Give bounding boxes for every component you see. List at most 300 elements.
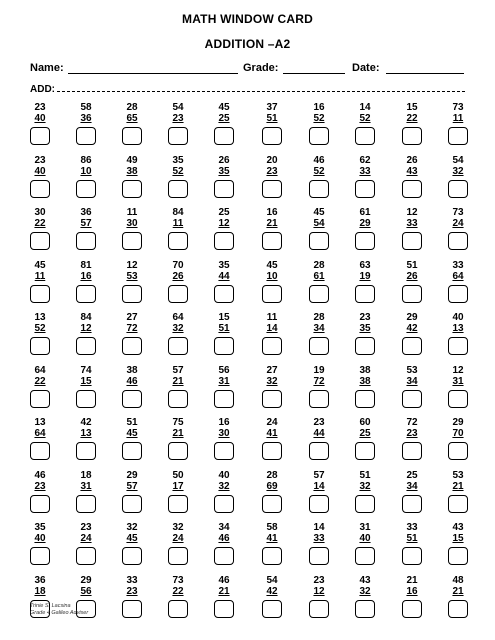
- addend-top: 54: [266, 574, 278, 586]
- addition-problem: [114, 365, 150, 408]
- answer-box[interactable]: [262, 180, 282, 198]
- addend-bottom: 57: [126, 480, 138, 492]
- addend-bottom: 44: [313, 428, 325, 439]
- addend-top: 23: [313, 574, 325, 586]
- addend-bottom: 45: [126, 533, 138, 544]
- addend-bottom: 23: [406, 428, 418, 439]
- addend-bottom: 19: [359, 270, 371, 282]
- addition-problem: [68, 312, 104, 355]
- addition-problem: [254, 470, 290, 513]
- addition-problem: [347, 155, 383, 198]
- addition-problem: [206, 312, 242, 355]
- addition-problem: [160, 260, 196, 303]
- answer-box[interactable]: [168, 600, 188, 618]
- addend-bottom: 32: [218, 480, 230, 492]
- addition-problem: [22, 260, 58, 303]
- addition-problem: [114, 417, 150, 460]
- author-name: Trinie S. Lacsina: [30, 603, 71, 609]
- answer-box[interactable]: [262, 442, 282, 460]
- addend-bottom: 23: [266, 165, 278, 177]
- addend-top: 32: [172, 522, 184, 533]
- addend-top: 64: [172, 312, 184, 323]
- addend-bottom: 24: [172, 533, 184, 544]
- addition-problem: [68, 522, 104, 565]
- addend-top: 29: [80, 574, 92, 586]
- addend-top: 25: [406, 469, 418, 481]
- addend-top: 15: [406, 102, 418, 113]
- addend-top: 74: [80, 364, 92, 376]
- answer-box[interactable]: [168, 337, 188, 355]
- addend-bottom: 52: [313, 113, 325, 124]
- addend-top: 14: [359, 102, 371, 113]
- addend-bottom: 32: [359, 585, 371, 597]
- addend-bottom: 11: [172, 218, 184, 229]
- addition-problem: [301, 260, 337, 303]
- addition-problem: [254, 260, 290, 303]
- addend-top: 56: [218, 364, 230, 376]
- addend-bottom: 32: [266, 375, 278, 387]
- answer-box[interactable]: [30, 232, 50, 250]
- addend-bottom: 31: [452, 375, 464, 387]
- addition-problem: [206, 470, 242, 513]
- addend-top: 28: [313, 259, 325, 271]
- addition-problem: [160, 312, 196, 355]
- addend-top: 29: [126, 469, 138, 481]
- answer-box[interactable]: [402, 495, 422, 513]
- addition-problem: [254, 522, 290, 565]
- addition-problem: [347, 207, 383, 250]
- addend-top: 53: [452, 469, 464, 481]
- answer-box[interactable]: [122, 600, 142, 618]
- addition-problem: [347, 522, 383, 565]
- addend-top: 20: [266, 154, 278, 166]
- answer-box[interactable]: [76, 127, 96, 145]
- addition-problem: [301, 470, 337, 513]
- answer-box[interactable]: [402, 285, 422, 303]
- answer-box[interactable]: [355, 600, 375, 618]
- addend-bottom: 13: [452, 323, 464, 334]
- answer-box[interactable]: [76, 495, 96, 513]
- addend-bottom: 34: [406, 480, 418, 492]
- author-role: Grade 4 Galileo Adviser: [30, 610, 89, 616]
- addend-top: 28: [313, 312, 325, 323]
- addition-problem: [68, 470, 104, 513]
- addend-top: 40: [452, 312, 464, 323]
- answer-box[interactable]: [30, 390, 50, 408]
- answer-box[interactable]: [214, 390, 234, 408]
- addend-top: 46: [218, 574, 230, 586]
- addition-problem: [22, 207, 58, 250]
- answer-box[interactable]: [262, 495, 282, 513]
- answer-box[interactable]: [76, 285, 96, 303]
- addend-bottom: 16: [406, 585, 418, 597]
- answer-box[interactable]: [30, 285, 50, 303]
- answer-box[interactable]: [355, 390, 375, 408]
- addend-top: 58: [80, 102, 92, 113]
- problem-grid: [30, 102, 470, 627]
- answer-box[interactable]: [168, 232, 188, 250]
- addend-bottom: 35: [218, 165, 230, 177]
- addend-bottom: 21: [172, 375, 184, 387]
- addend-top: 21: [406, 574, 418, 586]
- answer-box[interactable]: [168, 285, 188, 303]
- addend-bottom: 23: [172, 113, 184, 124]
- addition-problem: [347, 102, 383, 145]
- addend-bottom: 65: [126, 113, 138, 124]
- addition-problem: [160, 102, 196, 145]
- answer-box[interactable]: [402, 127, 422, 145]
- answer-box[interactable]: [355, 442, 375, 460]
- answer-box[interactable]: [309, 442, 329, 460]
- answer-box[interactable]: [309, 495, 329, 513]
- addend-bottom: 10: [266, 270, 278, 282]
- answer-box[interactable]: [76, 232, 96, 250]
- addend-top: 86: [80, 154, 92, 166]
- addition-problem: [22, 470, 58, 513]
- answer-box[interactable]: [122, 127, 142, 145]
- answer-box[interactable]: [309, 232, 329, 250]
- addend-top: 29: [406, 312, 418, 323]
- answer-box[interactable]: [262, 127, 282, 145]
- answer-box[interactable]: [262, 600, 282, 618]
- answer-box[interactable]: [448, 285, 468, 303]
- addend-bottom: 22: [34, 375, 46, 387]
- addend-bottom: 52: [313, 165, 325, 177]
- addend-top: 51: [406, 259, 418, 271]
- addend-top: 70: [172, 259, 184, 271]
- answer-box[interactable]: [214, 232, 234, 250]
- addend-top: 18: [80, 469, 92, 481]
- addend-bottom: 45: [126, 428, 138, 439]
- addend-top: 84: [172, 207, 184, 218]
- answer-box[interactable]: [402, 337, 422, 355]
- addition-problem: [394, 207, 430, 250]
- addition-problem: [254, 207, 290, 250]
- addition-problem: [160, 522, 196, 565]
- answer-box[interactable]: [355, 127, 375, 145]
- addend-bottom: 25: [218, 113, 230, 124]
- date-label: Date:: [352, 62, 380, 74]
- addition-problem: [394, 522, 430, 565]
- addend-bottom: 23: [126, 585, 138, 597]
- answer-box[interactable]: [214, 600, 234, 618]
- addend-bottom: 31: [218, 375, 230, 387]
- addition-problem: [440, 365, 476, 408]
- answer-box[interactable]: [122, 180, 142, 198]
- addend-bottom: 41: [266, 428, 278, 439]
- addend-top: 45: [218, 102, 230, 113]
- addition-problem: [254, 155, 290, 198]
- answer-box[interactable]: [448, 495, 468, 513]
- answer-box[interactable]: [30, 180, 50, 198]
- addend-bottom: 14: [313, 480, 325, 492]
- addend-top: 37: [266, 102, 278, 113]
- addend-bottom: 22: [172, 585, 184, 597]
- date-line[interactable]: [386, 73, 464, 74]
- addend-bottom: 34: [406, 375, 418, 387]
- addend-bottom: 41: [266, 533, 278, 544]
- answer-box[interactable]: [76, 390, 96, 408]
- answer-box[interactable]: [30, 127, 50, 145]
- addition-problem: [68, 102, 104, 145]
- addend-bottom: 64: [34, 428, 46, 439]
- addition-problem: [114, 312, 150, 355]
- answer-box[interactable]: [168, 547, 188, 565]
- addend-top: 46: [34, 469, 46, 481]
- name-label: Name:: [30, 62, 64, 74]
- addend-top: 16: [218, 417, 230, 428]
- addition-problem: [301, 522, 337, 565]
- answer-box[interactable]: [402, 232, 422, 250]
- answer-box[interactable]: [448, 180, 468, 198]
- addition-problem: [394, 470, 430, 513]
- addend-top: 27: [126, 312, 138, 323]
- addend-bottom: 22: [406, 113, 418, 124]
- addition-problem: [22, 155, 58, 198]
- answer-box[interactable]: [262, 285, 282, 303]
- student-info-fields: [30, 62, 470, 78]
- answer-box[interactable]: [309, 337, 329, 355]
- addend-top: 24: [266, 417, 278, 428]
- problem-row: [30, 207, 470, 260]
- addend-top: 40: [218, 469, 230, 481]
- addition-problem: [440, 155, 476, 198]
- addend-bottom: 53: [126, 270, 138, 282]
- answer-box[interactable]: [122, 442, 142, 460]
- addend-top: 43: [359, 574, 371, 586]
- answer-box[interactable]: [402, 390, 422, 408]
- answer-box[interactable]: [402, 600, 422, 618]
- addend-bottom: 21: [172, 428, 184, 439]
- addend-top: 75: [172, 417, 184, 428]
- answer-box[interactable]: [122, 547, 142, 565]
- addition-problem: [254, 365, 290, 408]
- answer-box[interactable]: [262, 232, 282, 250]
- answer-box[interactable]: [122, 285, 142, 303]
- addition-problem: [440, 470, 476, 513]
- answer-box[interactable]: [76, 442, 96, 460]
- addend-top: 23: [313, 417, 325, 428]
- addend-bottom: 21: [452, 585, 464, 597]
- addend-bottom: 38: [359, 375, 371, 387]
- addend-bottom: 10: [80, 165, 92, 177]
- addend-top: 36: [80, 207, 92, 218]
- problem-row: [30, 365, 470, 418]
- addend-bottom: 64: [452, 270, 464, 282]
- addition-problem: [68, 365, 104, 408]
- answer-box[interactable]: [262, 547, 282, 565]
- addend-top: 48: [452, 574, 464, 586]
- problem-row: [30, 522, 470, 575]
- answer-box[interactable]: [355, 547, 375, 565]
- addend-top: 73: [172, 574, 184, 586]
- answer-box[interactable]: [262, 390, 282, 408]
- answer-box[interactable]: [448, 337, 468, 355]
- answer-box[interactable]: [214, 442, 234, 460]
- addition-problem: [206, 155, 242, 198]
- answer-box[interactable]: [168, 180, 188, 198]
- answer-box[interactable]: [122, 495, 142, 513]
- addition-problem: [114, 575, 150, 618]
- answer-box[interactable]: [122, 232, 142, 250]
- answer-box[interactable]: [76, 180, 96, 198]
- answer-box[interactable]: [214, 127, 234, 145]
- addend-bottom: 56: [80, 585, 92, 597]
- answer-box[interactable]: [30, 337, 50, 355]
- answer-box[interactable]: [30, 547, 50, 565]
- addition-problem: [206, 522, 242, 565]
- addend-bottom: 24: [452, 218, 464, 229]
- answer-box[interactable]: [76, 547, 96, 565]
- addend-top: 57: [172, 364, 184, 376]
- answer-box[interactable]: [168, 495, 188, 513]
- answer-box[interactable]: [355, 180, 375, 198]
- addend-bottom: 46: [218, 533, 230, 544]
- answer-box[interactable]: [214, 337, 234, 355]
- card-subtitle: ADDITION –A2: [204, 37, 291, 51]
- addend-top: 45: [34, 259, 46, 271]
- addend-top: 12: [406, 207, 418, 218]
- addend-bottom: 31: [80, 480, 92, 492]
- addend-top: 35: [34, 522, 46, 533]
- addend-top: 58: [266, 522, 278, 533]
- answer-box[interactable]: [448, 127, 468, 145]
- addend-bottom: 51: [406, 533, 418, 544]
- answer-box[interactable]: [448, 390, 468, 408]
- addition-problem: [394, 365, 430, 408]
- answer-box[interactable]: [168, 127, 188, 145]
- answer-box[interactable]: [122, 390, 142, 408]
- addition-problem: [394, 312, 430, 355]
- answer-box[interactable]: [355, 285, 375, 303]
- addition-problem: [22, 102, 58, 145]
- answer-box[interactable]: [448, 600, 468, 618]
- addend-top: 16: [266, 207, 278, 218]
- answer-box[interactable]: [309, 127, 329, 145]
- answer-box[interactable]: [355, 337, 375, 355]
- addition-problem: [22, 365, 58, 408]
- addend-bottom: 61: [313, 270, 325, 282]
- addend-top: 54: [172, 102, 184, 113]
- addend-bottom: 29: [359, 218, 371, 229]
- addend-top: 25: [218, 207, 230, 218]
- answer-box[interactable]: [448, 547, 468, 565]
- add-label: ADD:: [30, 84, 55, 95]
- addition-problem: [206, 260, 242, 303]
- addition-problem: [114, 260, 150, 303]
- answer-box[interactable]: [214, 180, 234, 198]
- addend-bottom: 12: [218, 218, 230, 229]
- answer-box[interactable]: [309, 285, 329, 303]
- answer-box[interactable]: [214, 495, 234, 513]
- addend-top: 13: [34, 312, 46, 323]
- addend-bottom: 51: [218, 323, 230, 334]
- addition-problem: [440, 102, 476, 145]
- answer-box[interactable]: [309, 547, 329, 565]
- answer-box[interactable]: [262, 337, 282, 355]
- addend-top: 14: [313, 522, 325, 533]
- answer-box[interactable]: [448, 232, 468, 250]
- answer-box[interactable]: [30, 442, 50, 460]
- addend-bottom: 40: [34, 113, 46, 124]
- answer-box[interactable]: [355, 232, 375, 250]
- answer-box[interactable]: [214, 285, 234, 303]
- addend-top: 23: [80, 522, 92, 533]
- answer-box[interactable]: [309, 600, 329, 618]
- addition-problem: [440, 207, 476, 250]
- addition-problem: [347, 260, 383, 303]
- answer-box[interactable]: [122, 337, 142, 355]
- addend-bottom: 33: [313, 533, 325, 544]
- addend-top: 38: [126, 364, 138, 376]
- addend-bottom: 17: [172, 480, 184, 492]
- addend-bottom: 44: [218, 270, 230, 282]
- addition-problem: [160, 365, 196, 408]
- answer-box[interactable]: [309, 390, 329, 408]
- addition-problem: [254, 575, 290, 618]
- addend-top: 46: [313, 154, 325, 166]
- addend-bottom: 18: [34, 585, 46, 597]
- answer-box[interactable]: [402, 180, 422, 198]
- answer-box[interactable]: [355, 495, 375, 513]
- problem-row: [30, 155, 470, 208]
- addend-top: 36: [34, 574, 46, 586]
- addend-top: 42: [80, 417, 92, 428]
- answer-box[interactable]: [402, 547, 422, 565]
- addend-top: 13: [34, 417, 46, 428]
- addition-problem: [114, 102, 150, 145]
- addition-problem: [347, 575, 383, 618]
- addend-top: 33: [126, 574, 138, 586]
- problem-row: [30, 470, 470, 523]
- problem-row: [30, 417, 470, 470]
- answer-box[interactable]: [402, 442, 422, 460]
- answer-box[interactable]: [168, 442, 188, 460]
- addend-top: 51: [126, 417, 138, 428]
- addition-problem: [254, 417, 290, 460]
- addend-bottom: 21: [266, 218, 278, 229]
- name-line[interactable]: [68, 73, 238, 74]
- addend-bottom: 40: [34, 533, 46, 544]
- addend-top: 73: [452, 102, 464, 113]
- answer-box[interactable]: [448, 442, 468, 460]
- addition-problem: [114, 207, 150, 250]
- addition-problem: [254, 312, 290, 355]
- answer-box[interactable]: [168, 390, 188, 408]
- addend-bottom: 13: [80, 428, 92, 439]
- addend-top: 81: [80, 259, 92, 271]
- addend-top: 26: [406, 154, 418, 166]
- addend-bottom: 26: [406, 270, 418, 282]
- answer-box[interactable]: [30, 495, 50, 513]
- answer-box[interactable]: [309, 180, 329, 198]
- addend-bottom: 43: [406, 165, 418, 177]
- addend-top: 43: [452, 522, 464, 533]
- addend-top: 60: [359, 417, 371, 428]
- addend-top: 45: [266, 259, 278, 271]
- addend-top: 49: [126, 154, 138, 166]
- grade-line[interactable]: [283, 73, 345, 74]
- addend-bottom: 36: [80, 113, 92, 124]
- addition-problem: [347, 417, 383, 460]
- addition-problem: [206, 575, 242, 618]
- addend-top: 57: [313, 469, 325, 481]
- addend-bottom: 25: [359, 428, 371, 439]
- answer-box[interactable]: [214, 547, 234, 565]
- addend-top: 38: [359, 364, 371, 376]
- answer-box[interactable]: [76, 337, 96, 355]
- addend-top: 35: [218, 259, 230, 271]
